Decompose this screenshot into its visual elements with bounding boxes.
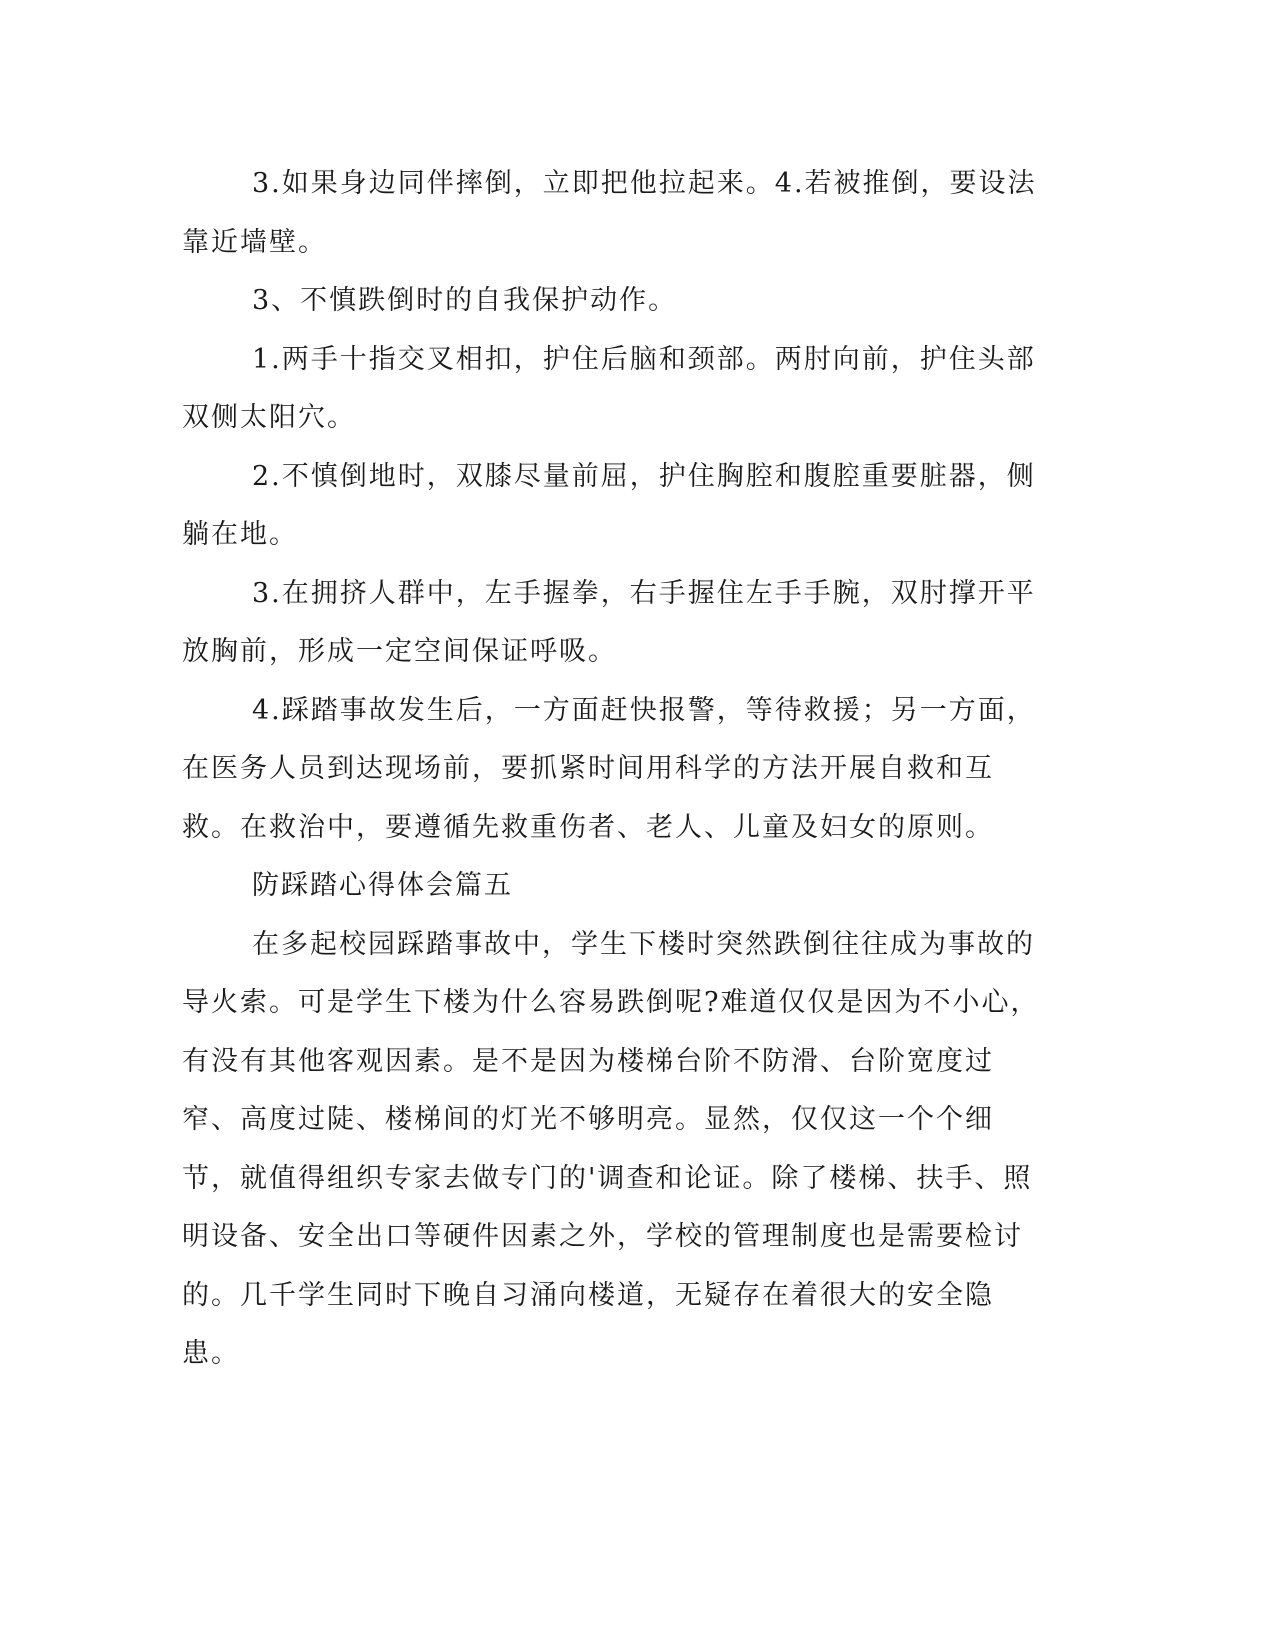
section-heading-part-five: 防踩踏心得体会篇五 <box>252 870 513 901</box>
paragraph-companion-fall: 3.如果身边同伴摔倒，立即把他拉起来。4.若被推倒，要设法靠近墙壁。 <box>182 168 1037 258</box>
paragraph-protect-organs: 2.不慎倒地时，双膝尽量前屈，护住胸腔和腹腔重要脏器，侧躺在地。 <box>182 460 1036 550</box>
document-body <box>182 155 1042 1384</box>
paragraph-protect-head: 1.两手十指交叉相扣，护住后脑和颈部。两肘向前，护住头部双侧太阳穴。 <box>182 343 1036 433</box>
paragraph-campus-stairs: 在多起校园踩踏事故中，学生下楼时突然跌倒往往成为事故的导火索。可是学生下楼为什么容易跌倒呢?难道仅仅是因为不小心，有没有其他客观因素。是不是因为楼梯台阶不防滑、台阶宽度过窄、高度过陡、楼梯间的灯光不够明亮。显然，仅仅这一个个细节，就值得组织专家去做专门的'调查和论证。除了楼梯、扶手、照明设备、安全出口等硬件因素之外，学校的管理制度也是需要检讨的。几千学生同时下晚自习涌向楼道，无疑存在着很大的安全隐患。 <box>182 928 1040 1369</box>
paragraph-after-accident: 4.踩踏事故发生后，一方面赶快报警，等待救援；另一方面，在医务人员到达现场前，要抓紧时间用科学的方法开展自救和互救。在救治中，要遵循先救重伤者、老人、儿童及妇女的原则。 <box>182 694 1036 843</box>
section-heading-self-protection: 3、不慎跌倒时的自我保护动作。 <box>252 285 678 316</box>
paragraph-breathing-space: 3.在拥挤人群中，左手握拳，右手握住左手手腕，双肘撑开平放胸前，形成一定空间保证呼吸。 <box>182 577 1036 667</box>
